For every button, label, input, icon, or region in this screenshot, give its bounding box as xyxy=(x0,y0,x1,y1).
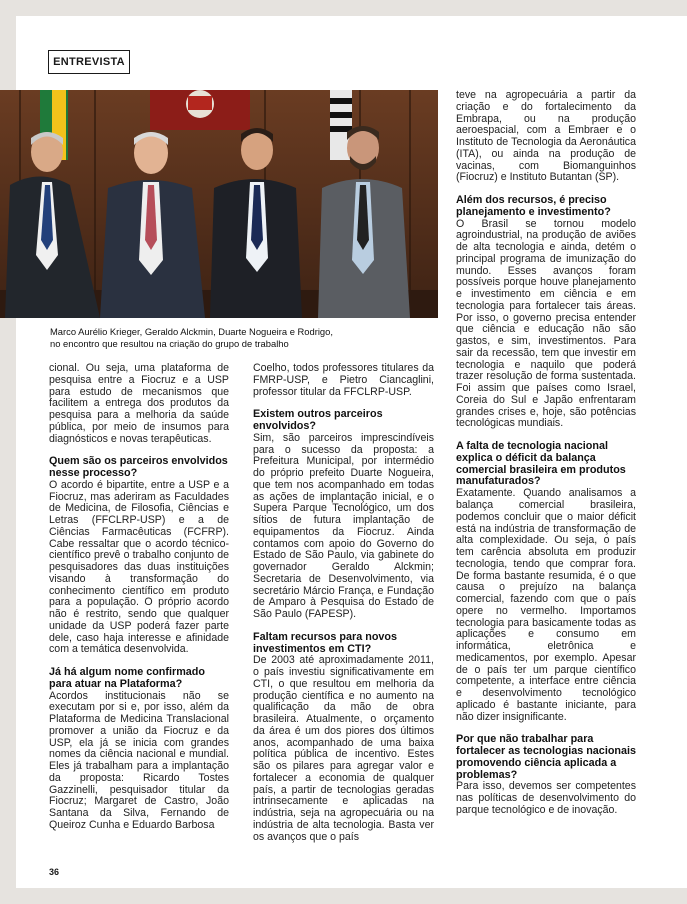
question-heading: A falta de tecnologia nacional explica o déficit da balança comercial brasileira em produtos manufaturados? xyxy=(456,440,626,488)
photo-caption xyxy=(50,326,440,350)
paragraph: Para isso, devemos ser competentes nas políticas de desenvolvimento do parque tecnológico e de inovação. xyxy=(456,780,636,816)
paragraph: O acordo é bipartite, entre a USP e a Fiocruz, mas aderiram as Faculdades de Medicina, de Filosofia, Ciências e Letras (FFCLRP-USP) e a de Ciências Farmacêuticas (FCFRP). Cabe ressaltar que o acordo técnico-científico prevê o trabalho conjunto de pesquisadores das duas instituições visando à transformação do conhecimento científico em produto para a população. O próprio acordo não é restrito, sendo que qualquer unidade da USP poderá fazer parte dele, caso haja interesse e afinidade com a temática desenvolvida. xyxy=(49,478,229,656)
group-photo xyxy=(0,90,438,318)
caption-line-2: no encontro que resultou na criação do grupo de trabalho xyxy=(50,338,289,349)
question-heading: Existem outros parceiros envolvidos? xyxy=(253,408,383,433)
question-heading: Além dos recursos, é preciso planejamento e investimento? xyxy=(456,194,611,218)
paragraph: teve na agropecuária a partir da criação e do fortalecimento da Embrapa, ou na produção aeroespacial, com a Embraer e o Instituto de Tecnologia da Aeronáutica (ITA), ou ainda na produção de vacinas, com Biomanguinhos (Fiocruz) e Instituto Butantan (SP). xyxy=(456,89,636,184)
paragraph: cional. Ou seja, uma plataforma de pesquisa entre a Fiocruz e a USP para estudo de mecanismos que facilitem a entrega dos produtos da pesquisa para a melhoria da saúde pública, por meio de insumos para diagnósticos e novas terapêuticas. xyxy=(49,362,229,445)
paragraph: Sim, são parceiros imprescindíveis para o sucesso da proposta: a Prefeitura Municipal, por intermédio do próprio prefeito Duarte Nogueira, que tem nos acompanhado em todas as ações de implantação inicial, e o Supera Parque Tecnológico, um dos sítios de futura implantação de equipamentos da Fiocruz. Ainda contamos com apoio do Governo do Estado de São Paulo, via gabinete do governador Geraldo Alckmin; Secretaria de Desenvolvimento, via secretário Márcio França, e Fundação de Amparo à Pesquisa do Estado de São Paulo (FAPESP). xyxy=(253,431,434,621)
paragraph: Coelho, todos professores titulares da FMRP-USP, e Pietro Ciancaglini, professor titular da FFCLRP-USP. xyxy=(253,362,434,398)
paragraph: De 2003 até aproximadamente 2011, o país investiu significativamente em CTI, o que resultou em melhoria da produção científica e no aumento na qualificação da mão de obra brasileira. Atualmente, o orçamento da área é um dos piores dos últimos anos, acompanhado de uma baixa política pública de incentivo. Estes são os pilares para agregar valor e fortalecer a economia de qualquer país, a partir de tecnologias geradas intrinsecamente e aplicadas na indústria, seja na agropecuária ou na indústria de alta tecnologia. Basta ver os avanços que o país xyxy=(253,654,434,843)
question-heading: Quem são os parceiros envolvidos nesse processo? xyxy=(49,455,228,480)
paragraph: Acordos institucionais não se executam por si e, por isso, além da Plataforma de Medicina Translacional promover a união da Fiocruz e da USP, ela já se inicia com grandes nomes da ciência nacional e mundial. Eles já trabalham para a implantação da proposta: Ricardo Tostes Gazzinelli, pesquisador titular da Fiocruz; Margaret de Castro, João Santana da Silva, Fernando de Queiroz Cunha e Eduardo Barbosa xyxy=(49,689,229,831)
page-number: 36 xyxy=(49,867,60,877)
paragraph: O Brasil se tornou modelo agroindustrial, na produção de aviões de alta tecnologia e ainda, detém o principal programa de imunização do mundo. Esses avanços foram possíveis porque houve planejamento e investimento em ciência e em tecnologia para fortalecer tais áreas. Por isso, o governo precisa entender que ciência e educação não são gastos, e sim, investimentos. Para sair da recessão, tem que investir em tecnologia e naquilo que poderá trazer resolução de forma sustentada. Foi assim que países como Israel, Coreia do Sul e Japão enfrentaram grandes crises e, hoje, são potências tecnológicas mundiais. xyxy=(456,217,636,430)
caption-line-1: Marco Aurélio Krieger, Geraldo Alckmin, Duarte Nogueira e Rodrigo, xyxy=(50,326,333,337)
column-3 xyxy=(456,90,636,828)
column-2 xyxy=(253,363,434,854)
question-heading: Por que não trabalhar para fortalecer as tecnologias nacionais promovendo ciência aplicada a problemas? xyxy=(456,733,637,781)
question-heading: Já há algum nome confirmado para atuar na Plataforma? xyxy=(49,666,205,690)
group-photo-illustration xyxy=(0,90,438,318)
column-1 xyxy=(49,363,229,843)
question-heading: Faltam recursos para novos investimentos em CTI? xyxy=(253,630,398,655)
paragraph: Exatamente. Quando analisamos a balança comercial brasileira, podemos concluir que o maior déficit está na indústria de transformação de alta complexidade. Ou seja, o país tem carência absoluta em produzir tecnologia, tendo que comprar fora. De forma bastante resumida, é o que causa o prejuízo na balança comercial, fazendo com que o país opere no vermelho. Importamos tecnologia para basicamente todas as aplicações e consumo em informática, eletrônica e medicamentos, por exemplo. Apesar de o país ter um parque científico competente, a interface entre ciência e desenvolvimento tecnológico aplicado é bastante iniciante, para não dizer insignificante. xyxy=(456,487,636,723)
section-tag: ENTREVISTA xyxy=(48,50,130,74)
